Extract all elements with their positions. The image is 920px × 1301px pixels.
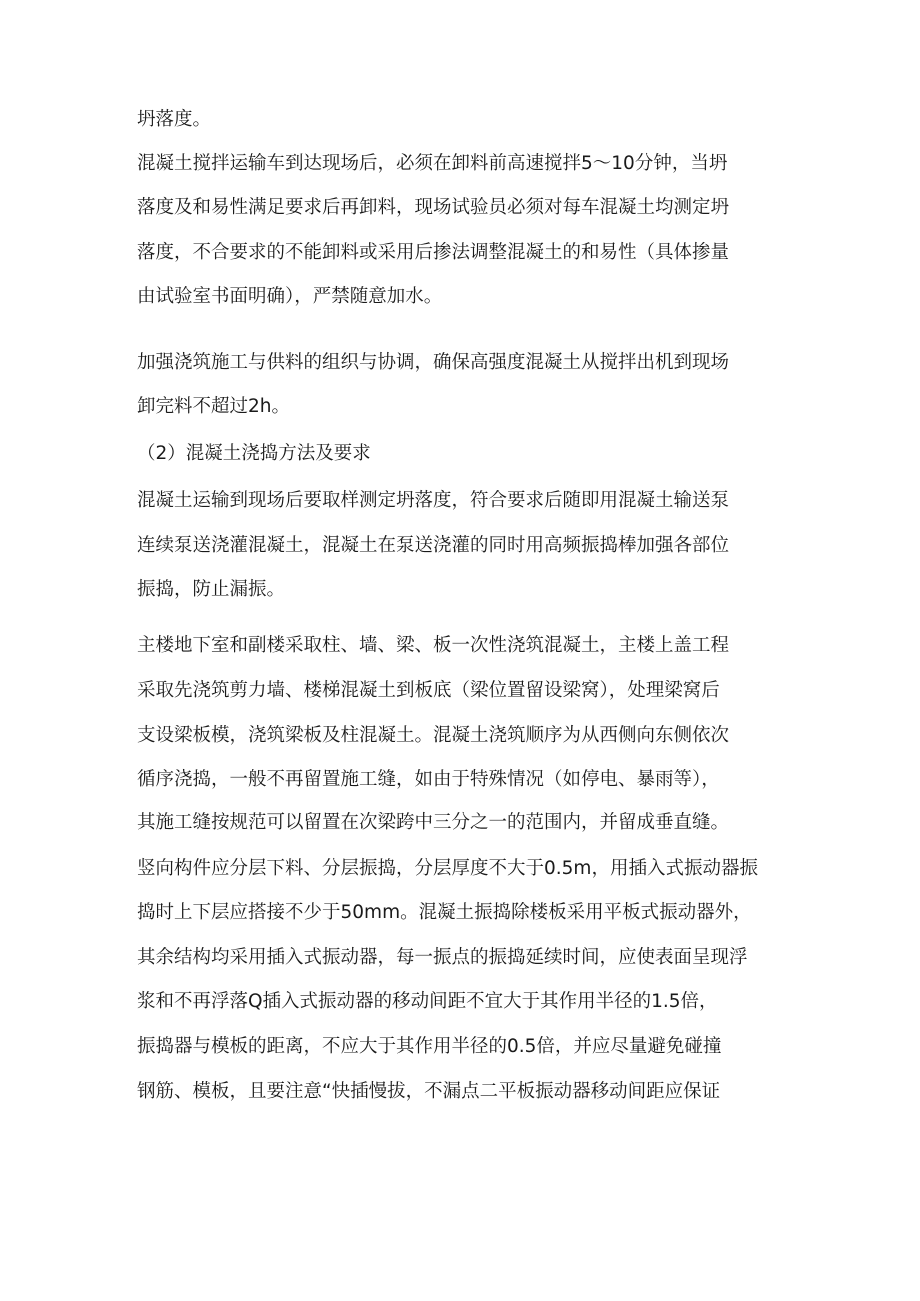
text-line: 捣时上下层应搭接不少于50mm。混凝土振捣除楼板采用平板式振动器外， [137, 902, 752, 923]
text-line: 钢筋、模板，且要注意“快插慢拔，不漏点二平板振动器移动间距应保证 [137, 1081, 721, 1102]
text-line: 由试验室书面明确），严禁随意加水。 [137, 286, 443, 307]
text-line: 采取先浇筑剪力墙、楼梯混凝土到板底（梁位置留设梁窝），处理梁窝后 [137, 680, 720, 701]
text-line: 支设梁板模，浇筑梁板及柱混凝土。混凝土浇筑顺序为从西侧向东侧依次 [137, 725, 730, 746]
text-line: 主楼地下室和副楼采取柱、墙、梁、板一次性浇筑混凝土，主楼上盖工程 [137, 635, 730, 656]
text-line: 振捣器与模板的距离，不应大于其作用半径的0.5倍，并应尽量避免碰撞 [137, 1036, 722, 1057]
text-line: 落度及和易性满足要求后再卸料，现场试验员必须对每车混凝土均测定坍 [137, 197, 730, 218]
text-line: 混凝土运输到现场后要取样测定坍落度，符合要求后随即用混凝土输送泵 [137, 490, 730, 511]
text-line: 加强浇筑施工与供料的组织与协调，确保高强度混凝土从搅拌出机到现场 [137, 352, 730, 373]
text-line: 振捣，防止漏振。 [137, 579, 286, 600]
text-line: 落度，不合要求的不能卸料或采用后掺法调整混凝土的和易性（具体掺量 [137, 242, 730, 263]
text-line: 其余结构均采用插入式振动器，每一振点的振捣延续时间，应使表面呈现浮 [137, 947, 748, 968]
text-line: 混凝土搅拌运输车到达现场后，必须在卸料前高速搅拌5～10分钟，当坍 [137, 153, 728, 174]
section-heading: （2）混凝土浇捣方法及要求 [137, 443, 371, 464]
text-line: 竖向构件应分层下料、分层振捣，分层厚度不大于0.5m，用插入式振动器振 [137, 858, 758, 879]
text-line: 浆和不再浮落Q插入式振动器的移动间距不宜大于其作用半径的1.5倍， [137, 991, 718, 1012]
text-line: 连续泵送浇灌混凝土，混凝土在泵送浇灌的同时用高频振捣棒加强各部位 [137, 535, 730, 556]
text-line: 坍落度。 [137, 109, 212, 130]
text-line: 循序浇捣，一般不再留置施工缝，如由于特殊情况（如停电、暴雨等）， [137, 769, 720, 790]
text-line: 卸完料不超过2h。 [137, 396, 290, 417]
text-line: 其施工缝按规范可以留置在次梁跨中三分之一的范围内，并留成垂直缝。 [137, 812, 730, 833]
